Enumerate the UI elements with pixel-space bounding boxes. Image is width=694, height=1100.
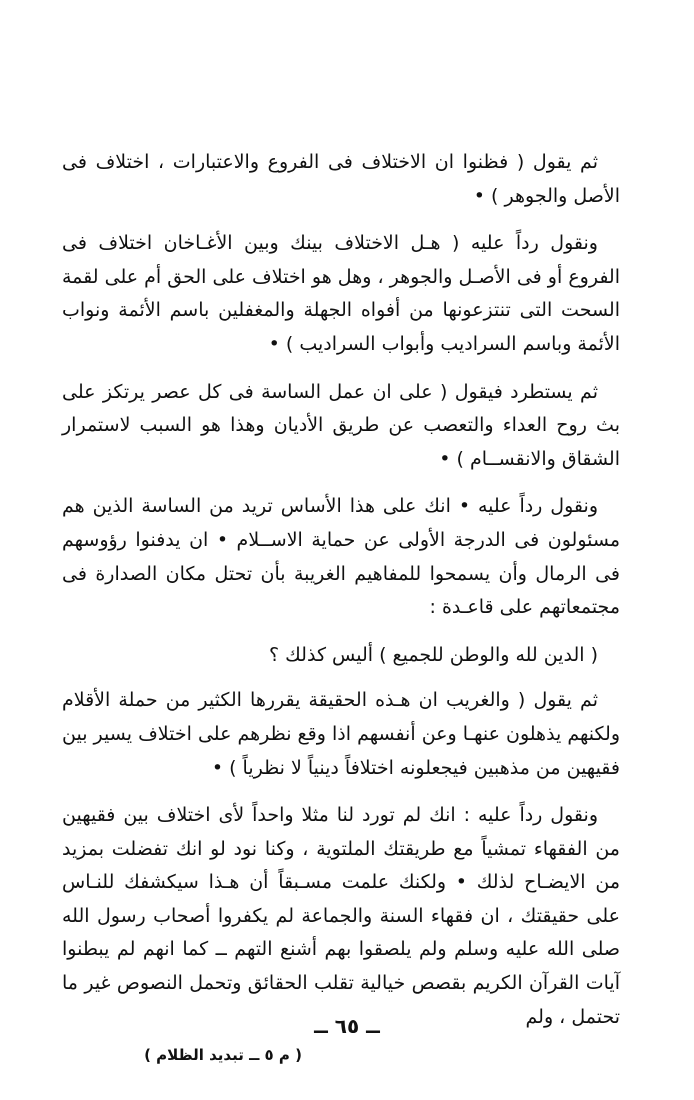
- page-number: ــ ٦٥ ــ: [314, 1014, 380, 1038]
- body-text: [62, 146, 620, 1048]
- paragraph-3: ثم يستطرد فيقول ( على ان عمل الساسة فى كل عصر يرتكز على بث روح العداء والتعصب عن طريق الأديان وهذا هو السبب لاستمرار الشقاق والانقســام ) •: [62, 380, 620, 470]
- paragraph-7: ونقول رداً عليه : انك لم تورد لنا مثلا واحداً لأى اختلاف بين فقيهين من الفقهاء تمشياً مع طريقتك الملتوية ، وكنا نود لو انك تفضلت بمزيد من الايضـاح لذلك • ولكنك علمت مسـبقاً أن هـذا سيكشفك للنـاس على حقيقتك ، ان فقهاء السنة والجماعة لم يكفروا أصحاب رسول الله صلى الله عليه وسلم ولم يلصقوا بهم أشنع التهم ــ كما انهم لم يبطنوا آيات القرآن الكريم بقصص خيالية تقلب الحقائق وتحمل النصوص غير ما تحتمل ، ولم: [62, 804, 620, 1028]
- paragraph-6: ثم يقول ( والغريب ان هـذه الحقيقة يقررها الكثير من حملة الأقلام ولكنهم يذهلون عنهـا وعن أنفسهم اذا وقع نظرهم على اختلاف يسير بين فقيهين من مذهبين فيجعلونه اختلافاً دينياً لا نظرياً ) •: [62, 689, 620, 779]
- paragraph-5-quote: ( الدين لله والوطن للجميع ) أليس كذلك ؟: [269, 643, 598, 666]
- paragraph-4: ونقول رداً عليه • انك على هذا الأساس تريد من الساسة الذين هم مسئولون فى الدرجة الأولى عن حماية الاســلام • ان يدفنوا رؤوسهم فى الرمال وأن يسمحوا للمفاهيم الغريبة بأن تحتل مكان الصدارة فى مجتمعاتهم على قاعـدة :: [62, 495, 620, 619]
- paragraph-1: ثم يقول ( فظنوا ان الاختلاف فى الفروع والاعتبارات ، اختلاف فى الأصل والجوهر ) •: [62, 151, 620, 207]
- paragraph-2: ونقول رداً عليه ( هـل الاختلاف بينك وبين الأغـاخان اختلاف فى الفروع أو فى الأصـل والجوهر ، وهل هو اختلاف على الحق أم على لقمة السحت التى تنتزعونها من أفواه الجهلة والمغفلين باسم الأئمة ونواب الأئمة وباسم السراديب وأبواب السراديب ) •: [62, 232, 620, 355]
- footer-signature-note: ( م ٥ ــ تبديد الظلام ): [144, 1046, 302, 1064]
